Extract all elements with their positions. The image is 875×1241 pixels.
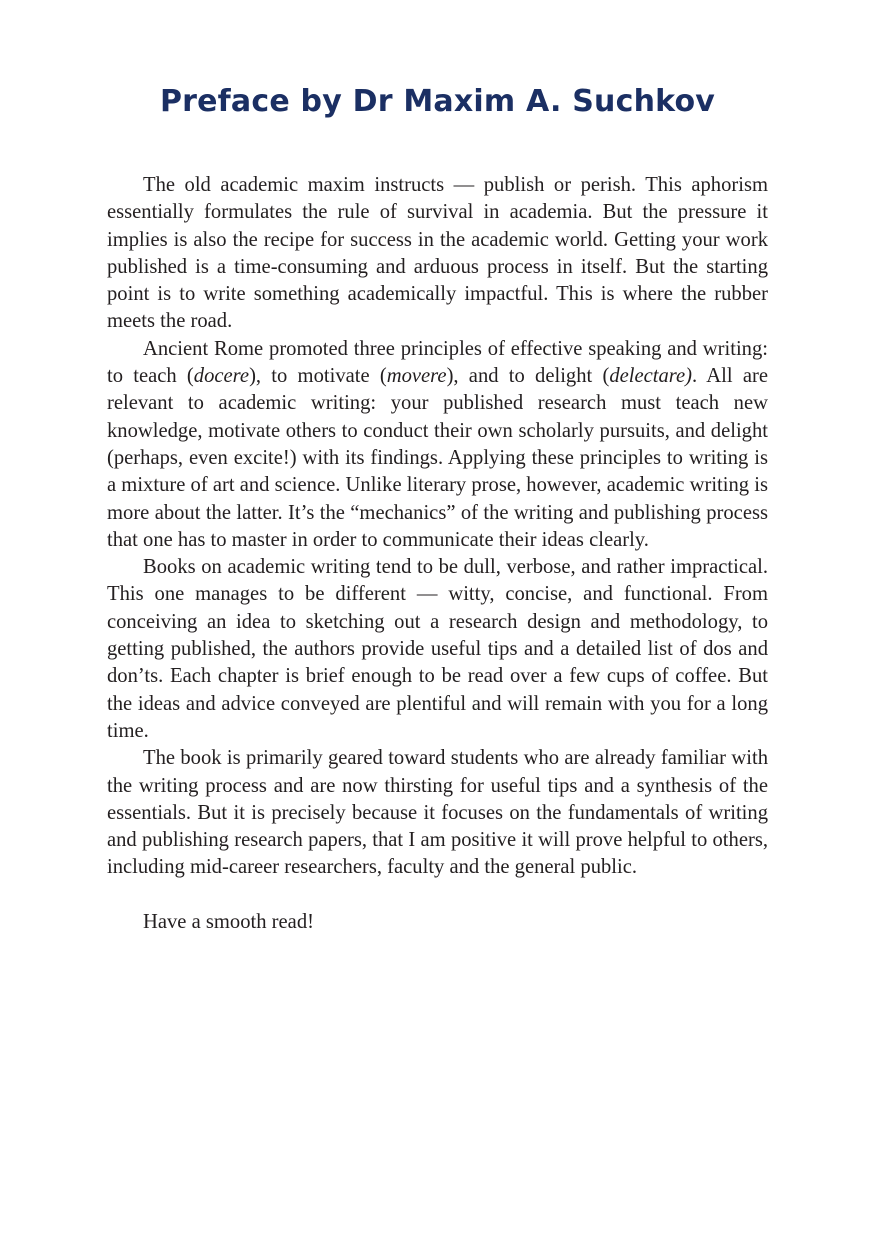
paragraph-3: Books on academic writing tend to be dull, verbose, and rather impractical. This one manages to be different — witty, concise, and functional. From conceiving an idea to sketching out a research design and methodology, to getting published, the authors provide useful tips and a detailed list of dos and don’ts. Each chapter is brief enough to be read over a few cups of coffee. But the ideas and advice conveyed are plentiful and will remain with you for a long time. <box>107 556 768 742</box>
paragraph-2-part-1: Ancient Rome promoted three principles of effective speaking and writing: to teach ( <box>107 337 768 388</box>
closing-line: Have a smooth read! <box>143 911 314 934</box>
paragraph-1: The old academic maxim instructs — publish or perish. This aphorism essentially formulates the rule of survival in academia. But the pressure it implies is also the recipe for success in the academic world. Getting your work published is a time-consuming and arduous process in itself. But the starting point is to write something academically impactful. This is where the rubber meets the road. <box>107 174 768 333</box>
paragraph-2-part-3: ), and to delight ( <box>446 365 610 388</box>
paragraph-2-part-4: . All are relevant to academic writing: your published research must teach new knowledge, motivate others to conduct their own scholarly pursuits, and delight (perhaps, even excite!) with its findings. Applying these principles to writing is a mixture of art and science. Unlike literary prose, however, academic writing is more about the latter. It’s the “mechanics” of the writing and publishing process that one has to master in order to communicate their ideas clearly. <box>107 365 768 551</box>
page-title: Preface by Dr Maxim A. Suchkov <box>159 84 716 119</box>
paragraph-2 <box>107 336 768 554</box>
paragraph-4: The book is primarily geared toward students who are already familiar with the writing process and are now thirsting for useful tips and a synthesis of the essentials. But it is precisely because it focuses on the fundamentals of writing and publishing research papers, that I am positive it will prove helpful to others, including mid-career researchers, faculty and the general public. <box>107 747 768 879</box>
paragraph-2-part-2: ), to motivate ( <box>249 365 387 388</box>
preface-body <box>107 172 768 936</box>
paragraph-2-italic-delectare: delectare) <box>609 365 693 388</box>
paragraph-2-italic-movere: movere <box>386 365 447 388</box>
paragraph-2-italic-docere: docere <box>193 365 250 388</box>
